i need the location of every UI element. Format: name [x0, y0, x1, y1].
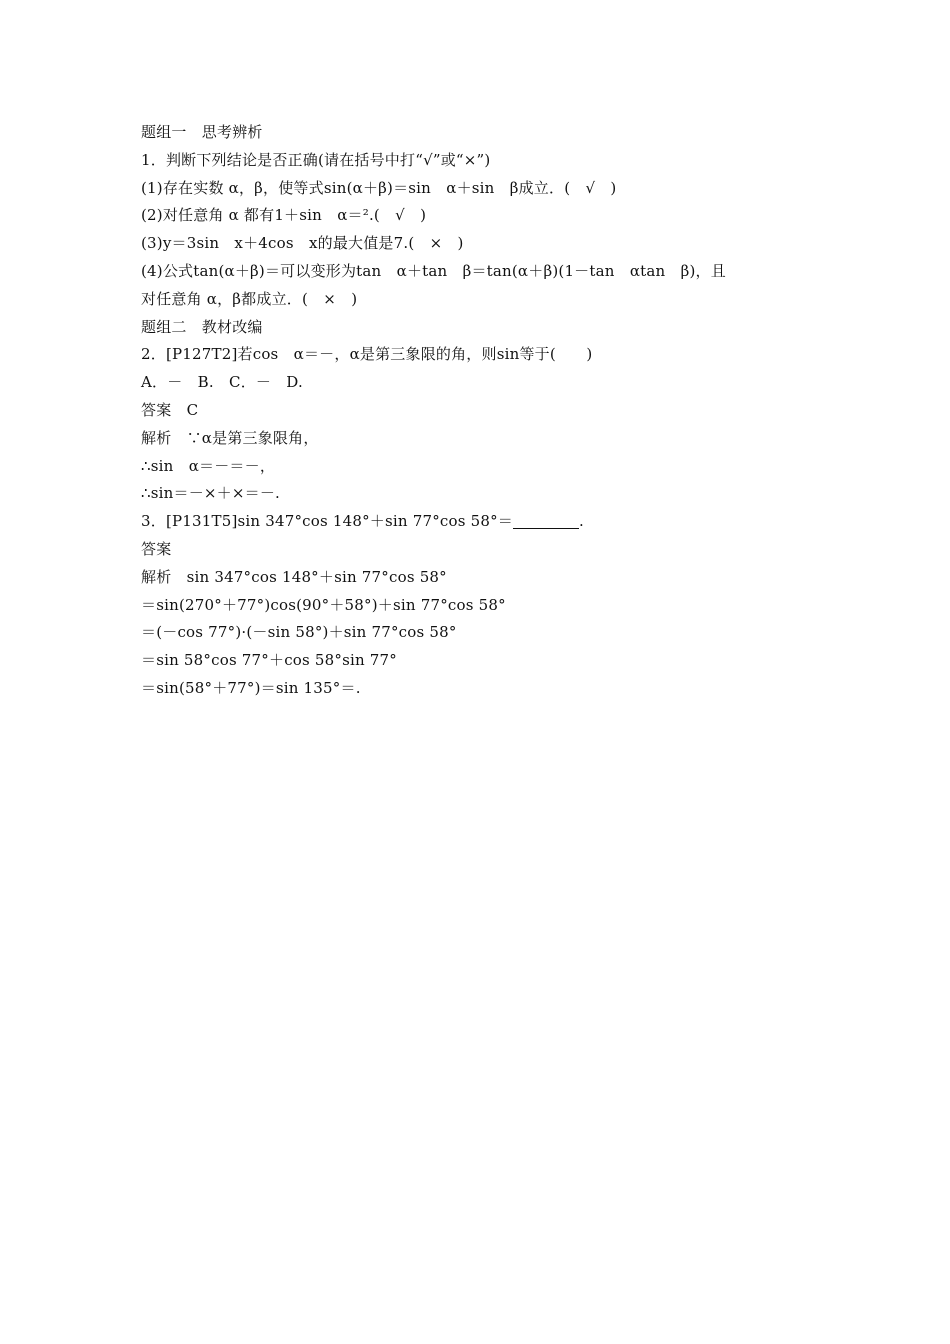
- question-3-stem: [141, 508, 821, 536]
- answer-blank: [513, 514, 579, 529]
- question-3-analysis-1: 解析 sin 347°cos 148°＋sin 77°cos 58°: [141, 567, 447, 586]
- section-heading-2: 题组二 教材改编: [141, 317, 263, 336]
- question-3-answer: 答案: [141, 539, 172, 558]
- question-1-item-2: (2)对任意角 α 都有1＋sin α＝².( √ ): [141, 206, 427, 225]
- question-3-analysis-3: ＝(－cos 77°)·(－sin 58°)＋sin 77°cos 58°: [141, 623, 457, 642]
- question-2-options: A．－ B. C．－ D.: [141, 373, 303, 392]
- question-1-item-4-cont: 对任意角 α，β都成立．( × ): [141, 289, 358, 308]
- question-1-stem: 1．判断下列结论是否正确(请在括号中打“√”或“×”): [141, 150, 491, 169]
- question-1-item-3: (3)y＝3sin x＋4cos x的最大值是7.( × ): [141, 234, 464, 253]
- question-2-analysis-1: 解析 ∵α是第三象限角，: [141, 428, 319, 447]
- question-2-answer: 答案 C: [141, 400, 199, 419]
- section-heading-1: 题组一 思考辨析: [141, 123, 263, 141]
- question-3-analysis-5: ＝sin(58°＋77°)＝sin 135°＝.: [141, 678, 361, 697]
- question-3-text: 3．[P131T5]sin 347°cos 148°＋sin 77°cos 58°＝: [141, 512, 513, 531]
- question-3-analysis-2: ＝sin(270°＋77°)cos(90°＋58°)＋sin 77°cos 58°: [141, 595, 506, 614]
- question-2-analysis-3: ∴sin＝－×＋×＝－.: [141, 484, 281, 503]
- question-2-stem: 2．[P127T2]若cos α＝－，α是第三象限的角，则sin等于( ): [141, 345, 593, 364]
- question-1-item-4: (4)公式tan(α＋β)＝可以变形为tan α＋tan β＝tan(α＋β)(1－tan αtan β)，且: [141, 261, 726, 280]
- document-body: [141, 119, 821, 703]
- question-2-analysis-2: ∴sin α＝－＝－，: [141, 456, 276, 475]
- question-3-end: .: [579, 512, 584, 531]
- question-1-item-1: (1)存在实数 α，β，使等式sin(α＋β)＝sin α＋sin β成立．( √ ): [141, 178, 617, 197]
- question-3-analysis-4: ＝sin 58°cos 77°＋cos 58°sin 77°: [141, 651, 397, 670]
